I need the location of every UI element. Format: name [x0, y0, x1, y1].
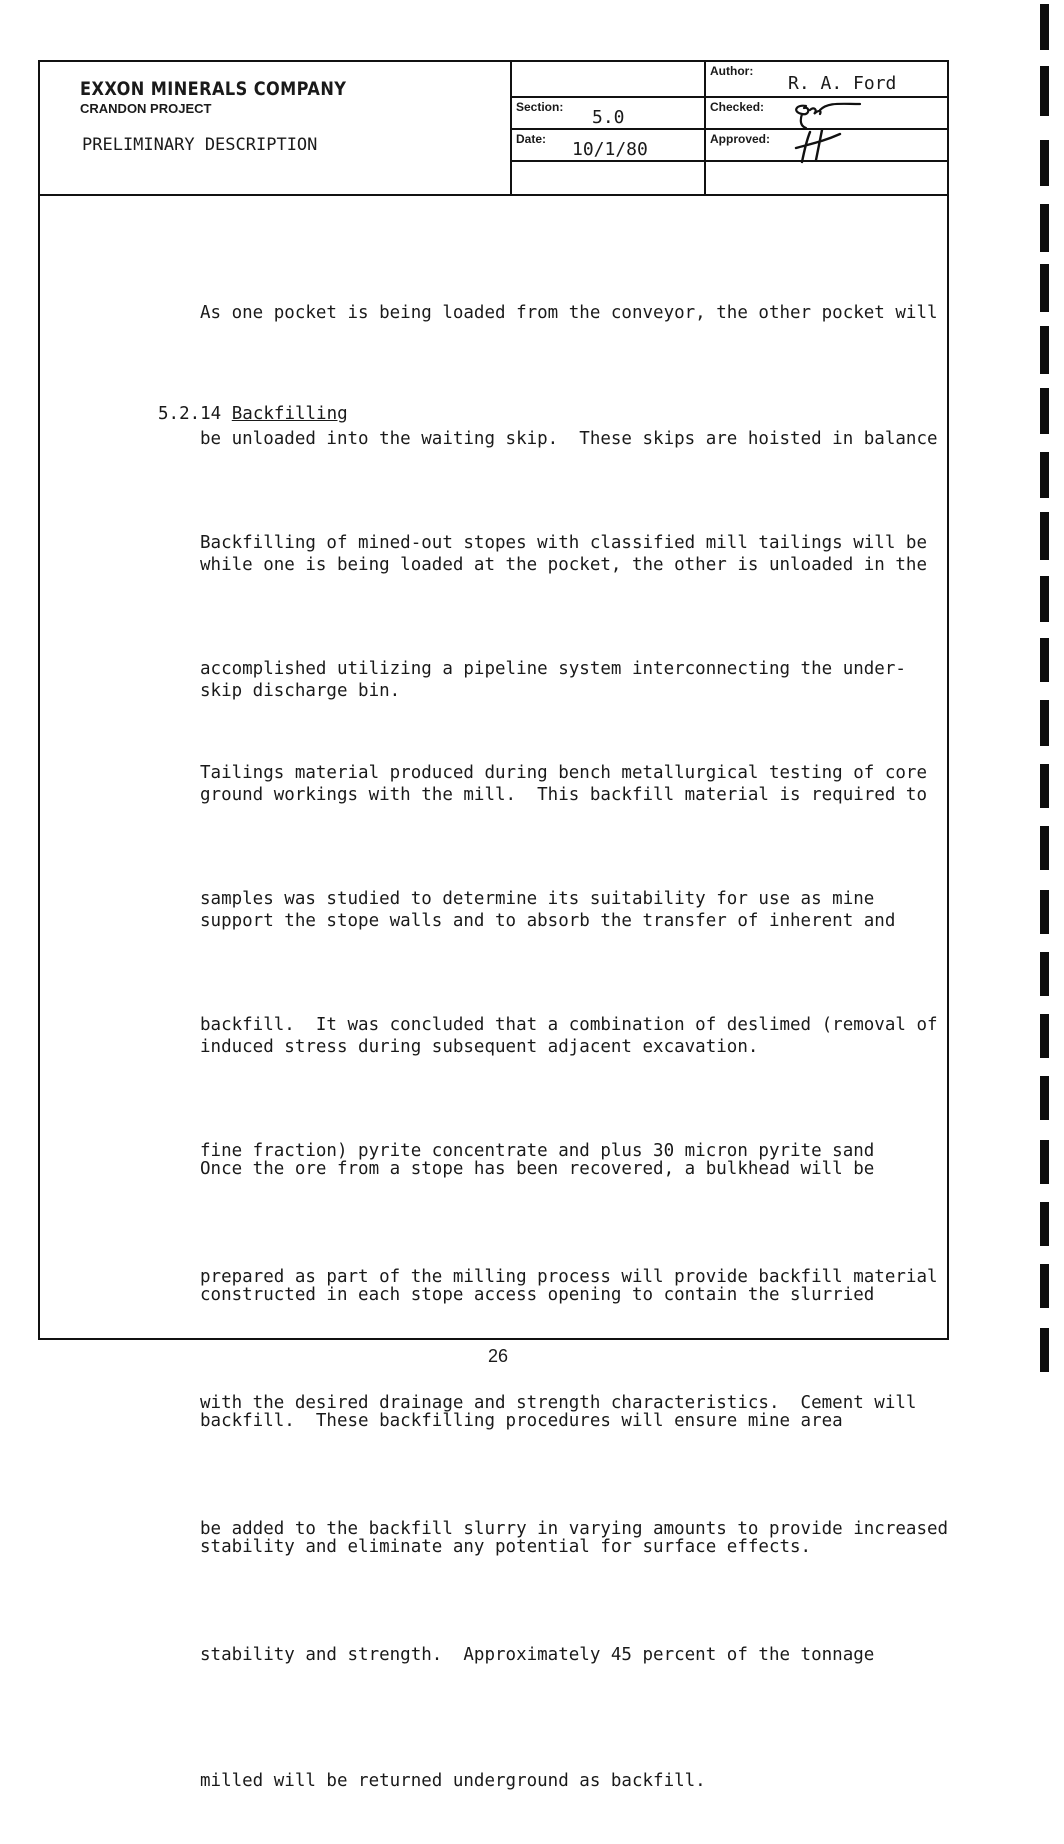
section-number: 5.2.14	[158, 404, 222, 424]
checked-signature	[788, 98, 868, 132]
binding-mark	[1040, 264, 1049, 312]
date-label: Date:	[516, 132, 547, 146]
text-line: accomplished utilizing a pipeline system interconnecting the under-	[200, 659, 906, 679]
title-block	[40, 62, 947, 196]
author-value: R. A. Ford	[788, 73, 897, 94]
binding-mark	[1040, 388, 1049, 434]
text-line: induced stress during subsequent adjacent excavation.	[200, 1037, 759, 1057]
binding-mark	[1040, 1014, 1049, 1058]
binding-mark	[1040, 576, 1049, 622]
text-line: samples was studied to determine its suitability for use as mine	[200, 889, 875, 909]
binding-mark	[1040, 512, 1049, 560]
text-line: fine fraction) pyrite concentrate and plus 30 micron pyrite sand	[200, 1141, 875, 1161]
grid-divider	[510, 96, 947, 98]
binding-mark	[1040, 326, 1049, 374]
text-line: Once the ore from a stope has been recovered, a bulkhead will be	[200, 1159, 875, 1179]
binding-mark	[1040, 204, 1049, 252]
text-line: prepared as part of the milling process will provide backfill material	[200, 1267, 938, 1287]
text-line: Tailings material produced during bench metallurgical testing of core	[200, 763, 927, 783]
binding-mark	[1040, 1328, 1049, 1372]
text-line: stability and eliminate any potential for surface effects.	[200, 1537, 812, 1557]
binding-mark	[1040, 1202, 1049, 1246]
text-line: ground workings with the mill. This backfill material is required to	[200, 785, 927, 805]
binding-mark	[1040, 1140, 1049, 1184]
text-line: stability and strength. Approximately 45 percent of the tonnage	[200, 1645, 875, 1665]
text-line: support the stope walls and to absorb the transfer of inherent and	[200, 911, 896, 931]
checked-label: Checked:	[710, 100, 765, 114]
text-line: Backfilling of mined-out stopes with classified mill tailings will be	[200, 533, 927, 553]
text-line: backfill. It was concluded that a combination of deslimed (removal of	[200, 1015, 938, 1035]
text-line: skip discharge bin.	[200, 681, 401, 701]
binding-mark	[1040, 764, 1049, 808]
binding-mark	[1040, 66, 1049, 116]
text-line: backfill. These backfilling procedures will ensure mine area	[200, 1411, 843, 1431]
binding-mark	[1040, 140, 1049, 186]
section-value: 5.0	[592, 107, 625, 128]
binding-mark	[1040, 826, 1049, 870]
binding-mark	[1040, 952, 1049, 996]
document-type: PRELIMINARY DESCRIPTION	[82, 135, 318, 155]
grid-divider	[510, 128, 947, 130]
binding-mark	[1040, 1264, 1049, 1308]
binding-mark	[1040, 4, 1049, 50]
text-line: with the desired drainage and strength characteristics. Cement will	[200, 1393, 917, 1413]
text-line: be added to the backfill slurry in varying amounts to provide increased	[200, 1519, 949, 1539]
text-line: constructed in each stope access opening to contain the slurried	[200, 1285, 875, 1305]
section-label: Section:	[516, 100, 564, 114]
page-number: 26	[488, 1346, 509, 1366]
section-heading	[158, 404, 348, 424]
paragraph	[200, 1064, 874, 1610]
binding-mark	[1040, 638, 1049, 682]
text-line: be unloaded into the waiting skip. These skips are hoisted in balance	[200, 429, 938, 449]
approved-label: Approved:	[710, 132, 770, 146]
company-name: EXXON MINERALS COMPANY	[80, 78, 347, 100]
author-label: Author:	[710, 64, 754, 78]
section-title: Backfilling	[231, 404, 348, 424]
project-name: CRANDON PROJECT	[80, 101, 212, 116]
date-value: 10/1/80	[572, 139, 648, 160]
text-line: As one pocket is being loaded from the conveyor, the other pocket will	[200, 303, 938, 323]
grid-divider	[510, 160, 947, 162]
binding-mark	[1040, 700, 1049, 746]
binding-mark	[1040, 890, 1049, 934]
text-line: milled will be returned underground as backfill.	[200, 1771, 706, 1791]
approved-signature	[792, 128, 852, 164]
binding-mark	[1040, 452, 1049, 498]
text-line: while one is being loaded at the pocket, the other is unloaded in the	[200, 555, 927, 575]
binding-mark	[1040, 1076, 1049, 1120]
